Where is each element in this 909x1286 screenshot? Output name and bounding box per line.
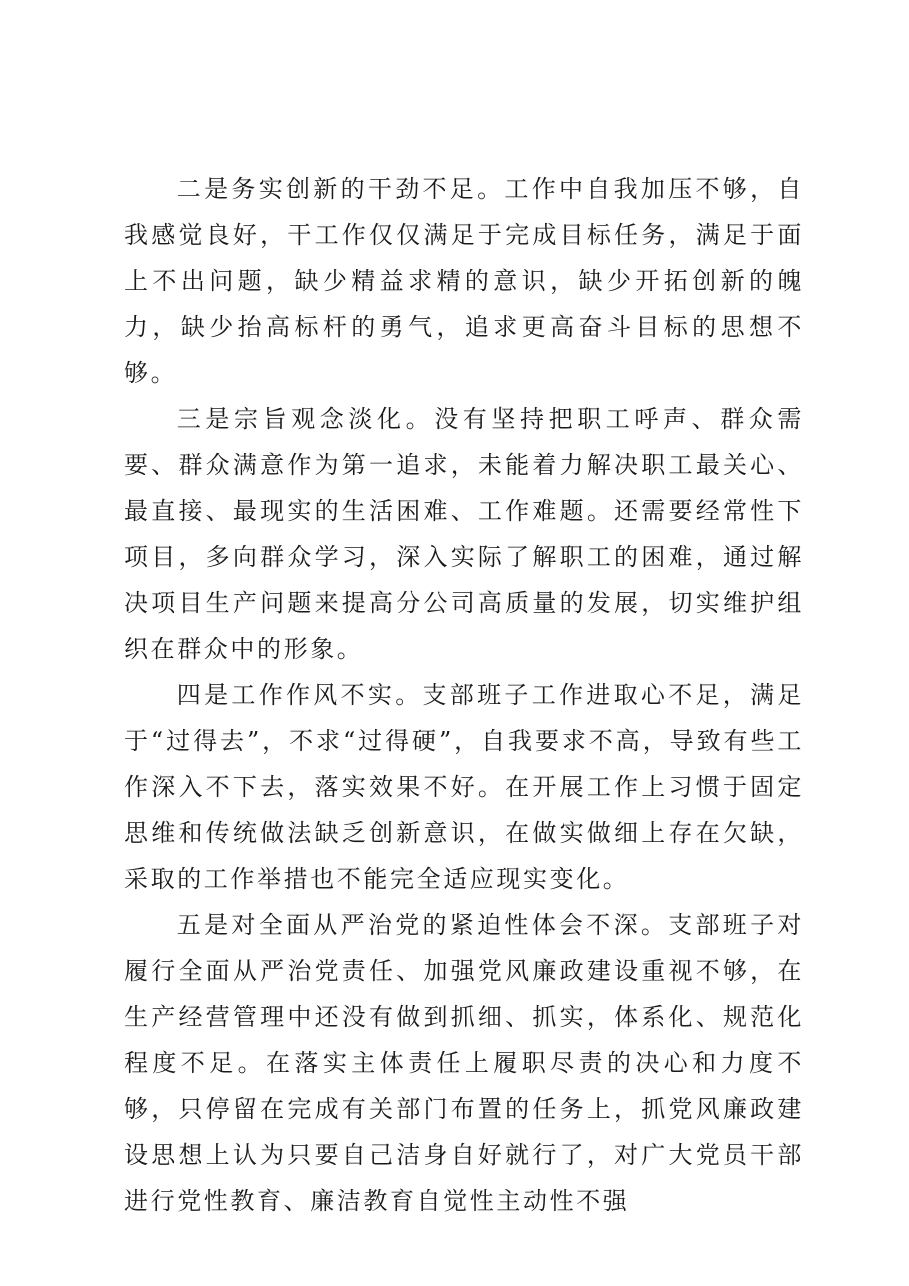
paragraph-4: 四是工作作风不实。支部班子工作进取心不足，满足于“过得去”，不求“过得硬”，自我要求不高，导致有些工作深入不下去，落实效果不好。在开展工作上习惯于固定思维和传统做法缺乏创新意识，在做实做细上存在欠缺，采取的工作举措也不能完全适应现实变化。: [124, 681, 804, 893]
paragraph-3: 三是宗旨观念淡化。没有坚持把职工呼声、群众需要、群众满意作为第一追求，未能着力解决职工最关心、最直接、最现实的生活困难、工作难题。还需要经常性下项目，多向群众学习，深入实际了解职工的困难，通过解决项目生产问题来提高分公司高质量的发展，切实维护组织在群众中的形象。: [124, 405, 804, 663]
paragraph-2: 二是务实创新的干劲不足。工作中自我加压不够，自我感觉良好，干工作仅仅满足于完成目标任务，满足于面上不出问题，缺少精益求精的意识，缺少开拓创新的魄力，缺少抬高标杆的勇气，追求更高奋斗目标的思想不够。: [124, 175, 804, 387]
document-body: [124, 166, 804, 1224]
paragraph-5: 五是对全面从严治党的紧迫性体会不深。支部班子对履行全面从严治党责任、加强党风廉政建设重视不够，在生产经营管理中还没有做到抓细、抓实，体系化、规范化程度不足。在落实主体责任上履职尽责的决心和力度不够，只停留在完成有关部门布置的任务上，抓党风廉政建设思想上认为只要自己洁身自好就行了，对广大党员干部进行党性教育、廉洁教育自觉性主动性不强: [124, 911, 804, 1215]
